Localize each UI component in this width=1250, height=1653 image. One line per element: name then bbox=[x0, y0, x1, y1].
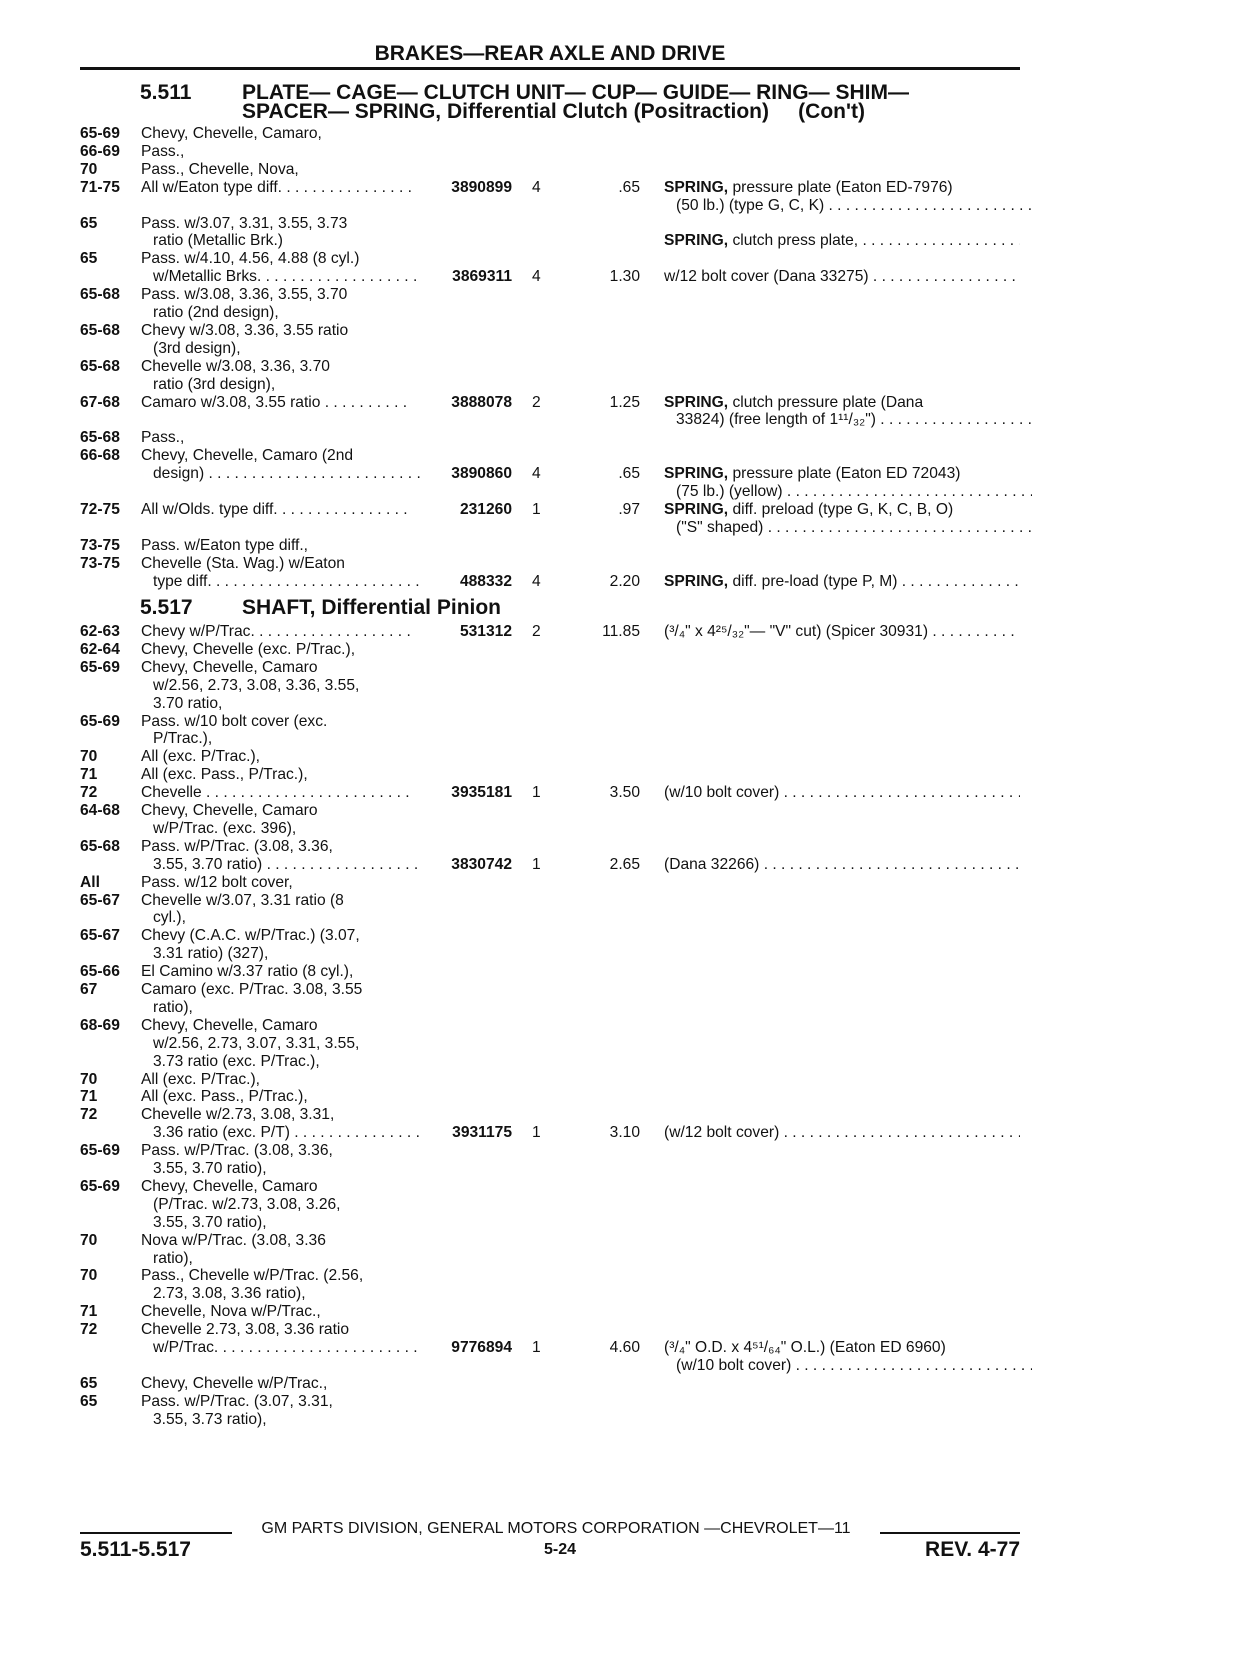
footer-page-number: 5-24 bbox=[543, 1541, 577, 1558]
application-text: P/Trac.), bbox=[153, 730, 213, 748]
model-years: 65 bbox=[80, 1392, 98, 1410]
model-years: 72 bbox=[80, 784, 98, 802]
quantity: 1 bbox=[532, 1339, 541, 1356]
model-years: 65-68 bbox=[80, 429, 120, 447]
footer-rule-left bbox=[80, 1532, 232, 1534]
application-text: Nova w/P/Trac. (3.08, 3.36 bbox=[141, 1231, 326, 1249]
model-years: 68-69 bbox=[80, 1016, 120, 1034]
application-text: ratio (3rd design), bbox=[153, 375, 276, 393]
description-text: clutch pressure plate (Dana bbox=[728, 393, 924, 411]
application-text: Chevelle w/3.07, 3.31 ratio (8 bbox=[141, 891, 344, 909]
description-keyword: SPRING, bbox=[664, 572, 729, 590]
application-text: Pass., Chevelle w/P/Trac. (2.56, bbox=[141, 1267, 364, 1285]
part-number: 3935181 bbox=[451, 784, 512, 802]
model-years: 73-75 bbox=[80, 554, 120, 572]
application-text: 3.55, 3.70 ratio), bbox=[153, 1160, 267, 1177]
header-rule bbox=[80, 67, 1020, 70]
application-text: Pass. w/Eaton type diff., bbox=[141, 536, 309, 554]
quantity: 4 bbox=[532, 465, 541, 483]
price: .65 bbox=[618, 178, 640, 196]
application-text: Pass. w/12 bolt cover, bbox=[141, 873, 293, 891]
description-keyword: SPRING, bbox=[664, 178, 729, 196]
part-number: 3890899 bbox=[451, 178, 512, 196]
application-text: Chevelle 2.73, 3.08, 3.36 ratio bbox=[141, 1321, 350, 1339]
model-years: 65-69 bbox=[80, 125, 120, 142]
model-years: 65-69 bbox=[80, 658, 120, 676]
application-text: w/2.56, 2.73, 3.07, 3.31, 3.55, bbox=[153, 1034, 360, 1052]
application-text: 3.55, 3.73 ratio), bbox=[153, 1410, 267, 1428]
application-text: Chevy, Chevelle, Camaro bbox=[141, 802, 318, 819]
application-text: cyl.), bbox=[153, 909, 186, 927]
model-years: 71 bbox=[80, 766, 98, 784]
model-years: 62-63 bbox=[80, 623, 120, 640]
quantity: 4 bbox=[532, 178, 541, 196]
application-text: El Camino w/3.37 ratio (8 cyl.), bbox=[141, 963, 354, 981]
quantity: 2 bbox=[532, 623, 541, 640]
application-text: Chevy w/3.08, 3.36, 3.55 ratio bbox=[141, 321, 349, 339]
application-text: Pass. w/P/Trac. (3.08, 3.36, bbox=[141, 837, 333, 855]
application-text: All (exc. P/Trac.), bbox=[141, 1070, 260, 1088]
description-text: ("S" shaped) bbox=[676, 518, 764, 536]
application-text: 3.36 ratio (exc. P/T) . . . bbox=[141, 1123, 423, 1142]
price: .97 bbox=[618, 500, 640, 518]
application-text: Chevy, Chevelle, Camaro, bbox=[141, 125, 322, 142]
footer-division: GM PARTS DIVISION, GENERAL MOTORS CORPORATION —CHEVROLET—11 bbox=[261, 1520, 851, 1537]
price: 3.50 bbox=[609, 784, 640, 802]
application-text: Chevy, Chevelle, Camaro bbox=[141, 658, 318, 676]
description-text: (w/12 bolt cover) bbox=[664, 1124, 780, 1142]
application-text: Chevy, Chevelle, Camaro bbox=[141, 1016, 318, 1034]
application-text: All (exc. Pass., P/Trac.), bbox=[141, 766, 308, 784]
footer-revision: REV. 4-77 bbox=[925, 1538, 1020, 1561]
application-text: Chevelle w/3.08, 3.36, 3.70 bbox=[141, 357, 330, 375]
model-years: 65 bbox=[80, 1374, 98, 1392]
price: .65 bbox=[618, 465, 640, 483]
part-number: 9776894 bbox=[451, 1339, 512, 1356]
description bbox=[664, 1123, 1020, 1142]
description bbox=[664, 572, 1020, 591]
description bbox=[664, 267, 1020, 286]
description-text: (³/₄" O.D. x 4⁵¹/₆₄" O.L.) (Eaton ED 6960) bbox=[664, 1339, 946, 1356]
application-text: Chevelle (Sta. Wag.) w/Eaton bbox=[141, 554, 345, 572]
price: 1.25 bbox=[609, 393, 640, 411]
model-years: 65-68 bbox=[80, 321, 120, 339]
part-number: 231260 bbox=[459, 500, 512, 518]
footer-rule-right bbox=[880, 1532, 1020, 1534]
description bbox=[664, 482, 1032, 501]
description-text: w/12 bolt cover (Dana 33275) bbox=[664, 268, 869, 286]
model-years: 71-75 bbox=[80, 178, 120, 196]
price: 2.65 bbox=[609, 855, 640, 873]
quantity: 2 bbox=[532, 393, 541, 411]
application-text: (P/Trac. w/2.73, 3.08, 3.26, bbox=[153, 1195, 341, 1213]
application-text: 3.31 ratio) (327), bbox=[153, 945, 269, 963]
quantity: 1 bbox=[532, 1124, 541, 1142]
application-text: Pass., bbox=[141, 429, 185, 447]
application-text: w/Metallic Brks. . . . bbox=[141, 267, 423, 286]
application-text: Chevelle, Nova w/P/Trac., bbox=[141, 1303, 321, 1321]
description bbox=[664, 500, 1020, 519]
description bbox=[664, 1338, 1020, 1357]
model-years: 65-69 bbox=[80, 1177, 120, 1195]
model-years: 72 bbox=[80, 1321, 98, 1339]
price: 2.20 bbox=[609, 572, 640, 590]
application-text: ratio), bbox=[153, 998, 193, 1016]
description-text: clutch press plate, bbox=[728, 232, 859, 250]
application-text: All w/Olds. type diff. . . . bbox=[141, 500, 411, 519]
application-text: w/2.56, 2.73, 3.08, 3.36, 3.55, bbox=[153, 676, 360, 694]
model-years: 66-68 bbox=[80, 447, 120, 465]
part-number: 3931175 bbox=[452, 1124, 512, 1142]
model-years: 70 bbox=[80, 1231, 98, 1249]
description-text: (75 lb.) (yellow) bbox=[676, 483, 783, 500]
application-text: (3rd design), bbox=[153, 339, 241, 357]
model-years: 72 bbox=[80, 1106, 98, 1124]
application-text: 2.73, 3.08, 3.36 ratio), bbox=[153, 1285, 306, 1303]
application-text: Pass. w/P/Trac. (3.08, 3.36, bbox=[141, 1142, 333, 1160]
model-years: 70 bbox=[80, 160, 98, 178]
description-text: (³/₄" x 4²⁵/₃₂"— "V" cut) (Spicer 30931) bbox=[664, 623, 929, 640]
model-years: 65-66 bbox=[80, 963, 120, 981]
description bbox=[664, 410, 1032, 429]
application-text: All w/Eaton type diff. . . . bbox=[141, 178, 411, 197]
description-text: (w/10 bolt cover) bbox=[676, 1356, 792, 1374]
section-5517-heading bbox=[140, 598, 501, 617]
description-text: (50 lb.) (type G, C, K) bbox=[676, 196, 825, 214]
application-text: w/P/Trac. . . . bbox=[141, 1338, 423, 1357]
description-text: diff. preload (type G, K, C, B, O) bbox=[728, 500, 954, 518]
model-years: 73-75 bbox=[80, 536, 120, 554]
application-text: Pass. w/4.10, 4.56, 4.88 (8 cyl.) bbox=[141, 250, 360, 268]
application-text: 3.70 ratio, bbox=[153, 694, 223, 712]
application-text: Pass., Chevelle, Nova, bbox=[141, 160, 299, 178]
part-number: 531312 bbox=[459, 623, 512, 640]
quantity: 4 bbox=[532, 572, 541, 590]
description-text: pressure plate (Eaton ED 72043) bbox=[728, 465, 961, 483]
model-years: 64-68 bbox=[80, 802, 120, 819]
description bbox=[664, 622, 1020, 641]
section-number: 5.517 bbox=[140, 596, 193, 619]
description bbox=[664, 464, 1020, 483]
page-title: BRAKES—REAR AXLE AND DRIVE bbox=[374, 42, 726, 65]
model-years: 66-69 bbox=[80, 142, 120, 160]
model-years: 65-67 bbox=[80, 927, 120, 945]
application-text: Chevy, Chevelle, Camaro bbox=[141, 1177, 318, 1195]
application-text: 3.73 ratio (exc. P/Trac.), bbox=[153, 1052, 320, 1070]
model-years: 65 bbox=[80, 214, 98, 232]
application-text: Camaro w/3.08, 3.55 ratio . . . bbox=[141, 393, 411, 412]
application-text: All (exc. P/Trac.), bbox=[141, 748, 260, 766]
model-years: 71 bbox=[80, 1303, 98, 1321]
footer-section-range: 5.511-5.517 bbox=[80, 1538, 191, 1561]
application-text: Pass. w/10 bolt cover (exc. bbox=[141, 712, 328, 730]
quantity: 1 bbox=[532, 855, 541, 873]
application-text: All (exc. Pass., P/Trac.), bbox=[141, 1088, 308, 1106]
price: 3.10 bbox=[609, 1124, 640, 1142]
description bbox=[664, 196, 1032, 215]
price: 1.30 bbox=[609, 268, 640, 286]
part-number: 488332 bbox=[459, 572, 512, 590]
application-text: ratio (2nd design), bbox=[153, 304, 279, 321]
application-text: type diff. . . . bbox=[141, 572, 423, 591]
description-keyword: SPRING, bbox=[664, 232, 729, 250]
model-years: 70 bbox=[80, 1267, 98, 1285]
section-title: SHAFT, Differential Pinion bbox=[242, 596, 502, 619]
model-years: 72-75 bbox=[80, 500, 120, 518]
application-text: w/P/Trac. (exc. 396), bbox=[153, 819, 297, 837]
model-years: 65-68 bbox=[80, 286, 120, 304]
model-years: 65 bbox=[80, 250, 98, 268]
model-years: 65-69 bbox=[80, 1142, 120, 1160]
model-years: 65-69 bbox=[80, 712, 120, 730]
description bbox=[664, 231, 1020, 250]
description-keyword: SPRING, bbox=[664, 465, 729, 483]
application-text: ratio), bbox=[153, 1249, 193, 1267]
application-text: Chevy, Chevelle (exc. P/Trac.), bbox=[141, 640, 356, 658]
description bbox=[664, 783, 1020, 802]
description bbox=[664, 1356, 1032, 1375]
description-text: 33824) (free length of 1¹¹/₃₂") bbox=[676, 411, 876, 429]
application-text: Pass. w/3.07, 3.31, 3.55, 3.73 bbox=[141, 214, 348, 232]
description bbox=[664, 855, 1020, 874]
application-text: ratio (Metallic Brk.) bbox=[153, 232, 283, 250]
application-text: design) . . . bbox=[141, 464, 423, 483]
description bbox=[664, 178, 1020, 197]
quantity: 4 bbox=[532, 268, 541, 286]
part-number: 3869311 bbox=[452, 268, 512, 286]
description bbox=[664, 393, 1020, 412]
price: 4.60 bbox=[609, 1339, 640, 1356]
application-text: Chevelle w/2.73, 3.08, 3.31, bbox=[141, 1106, 335, 1124]
quantity: 1 bbox=[532, 784, 541, 802]
description-text: (Dana 32266) bbox=[664, 855, 760, 873]
part-number: 3890860 bbox=[451, 465, 512, 483]
price: 11.85 bbox=[602, 623, 640, 640]
application-text: Chevy (C.A.C. w/P/Trac.) (3.07, bbox=[141, 927, 360, 945]
quantity: 1 bbox=[532, 500, 541, 518]
application-text bbox=[141, 196, 423, 215]
model-years: 71 bbox=[80, 1088, 98, 1106]
model-years: 67 bbox=[80, 981, 98, 998]
application-text: Camaro (exc. P/Trac. 3.08, 3.55 bbox=[141, 981, 363, 998]
model-years: 70 bbox=[80, 1070, 98, 1088]
section-5511-heading bbox=[140, 83, 909, 121]
model-years: 65-68 bbox=[80, 837, 120, 855]
section-title-line1: PLATE— CAGE— CLUTCH UNIT— CUP— GUIDE— RING— SHIM— bbox=[242, 81, 909, 104]
application-text: Pass. w/3.08, 3.36, 3.55, 3.70 bbox=[141, 286, 348, 304]
description-keyword: SPRING, bbox=[664, 500, 729, 518]
part-number: 3888078 bbox=[451, 393, 512, 411]
model-years: 65-68 bbox=[80, 357, 120, 375]
description-text: (w/10 bolt cover) bbox=[664, 784, 780, 802]
application-text: 3.55, 3.70 ratio), bbox=[153, 1213, 267, 1231]
application-text: Chevelle . . . bbox=[141, 783, 411, 802]
application-text: Chevy w/P/Trac. . . . bbox=[141, 622, 411, 641]
description-keyword: SPRING, bbox=[664, 393, 729, 411]
part-number: 3830742 bbox=[451, 855, 512, 873]
section-number: 5.511 bbox=[140, 81, 192, 104]
model-years: 65-67 bbox=[80, 891, 120, 909]
application-text: Chevy, Chevelle, Camaro (2nd bbox=[141, 447, 354, 465]
model-years: 70 bbox=[80, 748, 98, 766]
model-years: 67-68 bbox=[80, 393, 120, 411]
description-text: diff. pre-load (type P, M) bbox=[728, 572, 898, 590]
model-years: All bbox=[80, 873, 100, 891]
model-years: 62-64 bbox=[80, 640, 120, 658]
application-text: 3.55, 3.70 ratio) . . . bbox=[141, 855, 423, 874]
application-text: Pass. w/P/Trac. (3.07, 3.31, bbox=[141, 1392, 333, 1410]
application-text: Pass., bbox=[141, 142, 185, 160]
section-title-line2: SPACER— SPRING, Differential Clutch (Positraction) (Con't) bbox=[242, 100, 865, 123]
description bbox=[664, 518, 1032, 537]
application-text: Chevy, Chevelle w/P/Trac., bbox=[141, 1374, 328, 1392]
description-text: pressure plate (Eaton ED-7976) bbox=[728, 178, 953, 196]
